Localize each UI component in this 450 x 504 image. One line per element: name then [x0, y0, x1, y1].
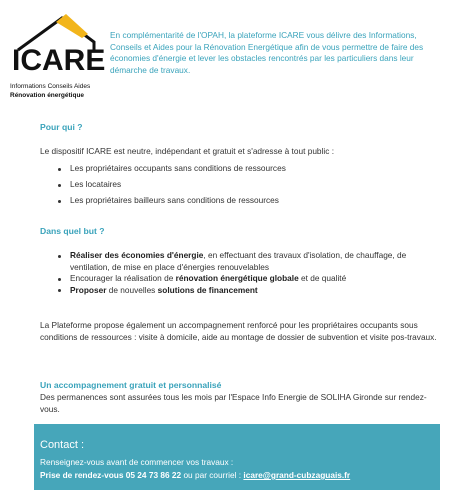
icare-logo — [8, 12, 106, 99]
list-item: Les locataires — [56, 179, 440, 191]
but-item1-text: , en effectuant des travaux d'isolation, de chauffage, de ventilation, de mise en place d'énergies renouvelables — [70, 250, 407, 272]
logo-wordmark: ICARE — [12, 44, 106, 77]
accompagnement-text: Des permanences sont assurées tous les mois par l'Espace Info Energie de SOLIHA Gironde sur rendez-vous. — [40, 392, 427, 414]
but-item2-pre: Encourager la réalisation de — [70, 273, 176, 284]
contact-details — [40, 470, 350, 480]
but-list — [56, 250, 440, 296]
contact-phone[interactable]: Prise de rendez-vous 05 24 73 86 22 — [40, 470, 182, 480]
list-item — [56, 273, 440, 285]
contact-mid: ou par courriel : — [181, 470, 244, 480]
list-item — [56, 285, 440, 297]
accompagnement-title: Un accompagnement gratuit et personnalisé — [40, 380, 222, 390]
plateforme-text: La Plateforme propose également un accompagnement renforcé pour les propriétaires occupants sous conditions de ressources : visite à domicile, aide au montage de dossier de subvention et visite pos-travaux. — [40, 320, 437, 342]
pour-qui-title: Pour qui ? — [40, 122, 83, 132]
pour-qui-text: Le dispositif ICARE est neutre, indépendant et gratuit et s'adresse à tout public : — [40, 146, 334, 156]
but-item2-bold: rénovation énergétique globale — [175, 273, 299, 284]
list-item: Les propriétaires occupants sans conditions de ressources — [56, 163, 440, 175]
contact-intro: Renseignez-vous avant de commencer vos travaux : — [40, 457, 234, 467]
contact-title: Contact : — [40, 439, 85, 451]
list-item — [56, 250, 440, 273]
list-item: Les propriétaires bailleurs sans conditions de ressources — [56, 195, 440, 207]
logo-tagline-1: Informations Conseils Aides — [10, 83, 91, 90]
contact-email-link[interactable]: icare@grand-cubzaguais.fr — [243, 470, 351, 480]
pour-qui-list — [56, 163, 440, 207]
but-item3-bold1: Proposer — [70, 284, 107, 295]
contact-box — [34, 424, 440, 490]
but-item2-post: et de qualité — [298, 273, 347, 284]
but-item3-mid: de nouvelles — [106, 284, 158, 295]
but-item1-bold: Réaliser des économies d'énergie — [70, 250, 204, 260]
intro-text: En complémentarité de l'OPAH, la plateforme ICARE vous délivre des Informations, Conseils et Aides pour la Rénovation Energétique afin de vous permettre de faire des économies d'énergie et lever les obstacles rencontrés par les particuliers dans leur démarche de travaux. — [110, 30, 424, 75]
logo-tagline-2: Rénovation énergétique — [10, 92, 85, 99]
but-title: Dans quel but ? — [40, 226, 105, 236]
but-item3-bold2: solutions de financement — [157, 284, 258, 295]
